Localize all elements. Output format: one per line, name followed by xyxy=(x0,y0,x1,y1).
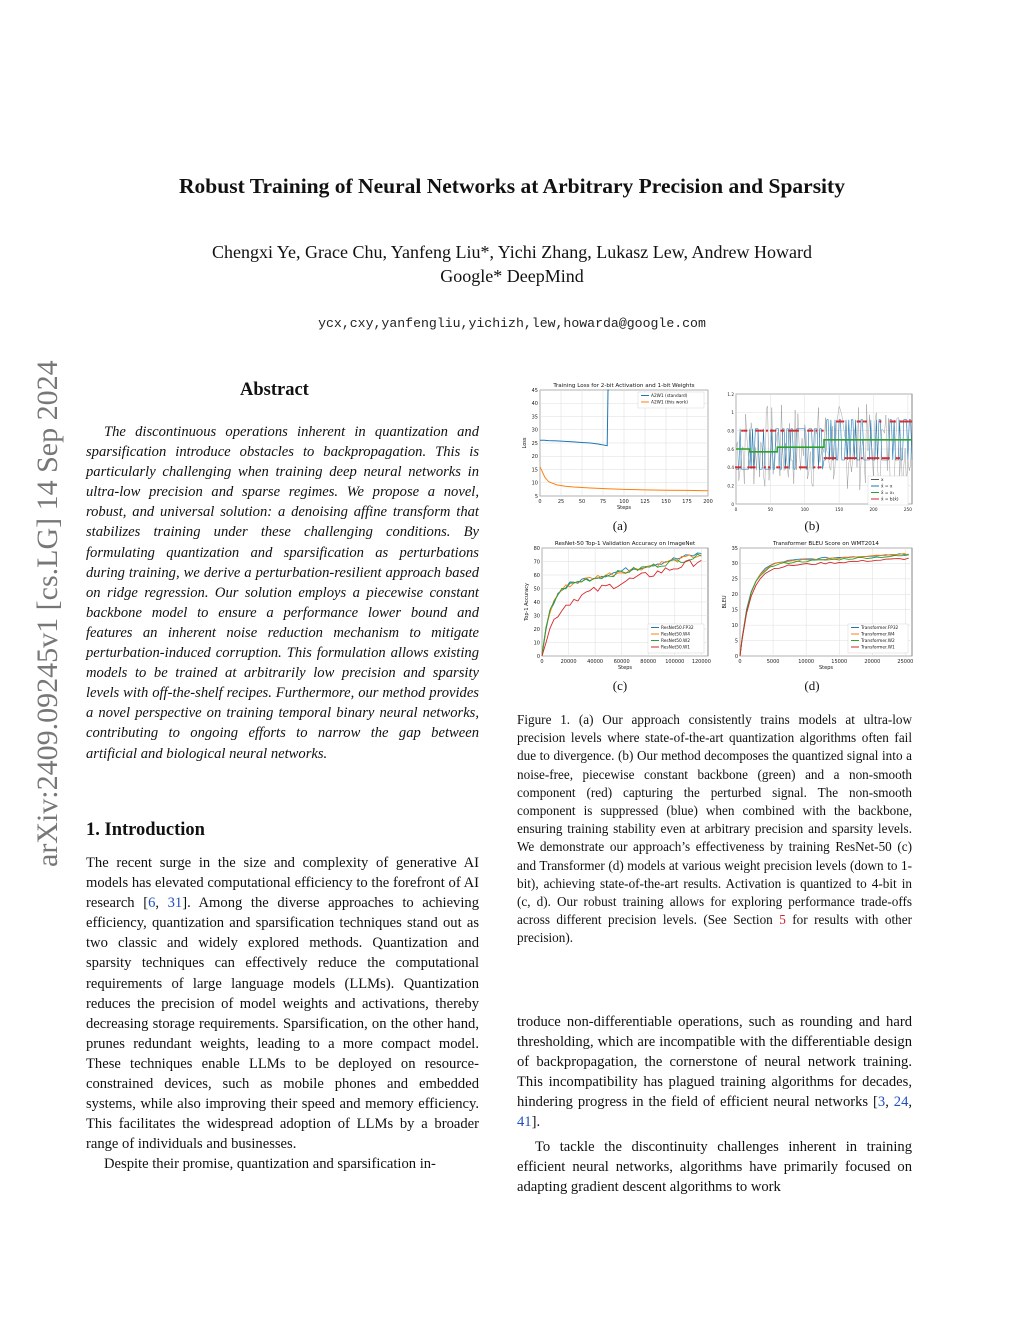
x-tick-label: 75 xyxy=(599,499,607,505)
x-tick-label: 200 xyxy=(869,507,878,512)
y-tick-label: 15 xyxy=(731,607,738,614)
series-marker-red xyxy=(811,430,813,432)
series-marker-red xyxy=(910,421,912,423)
x-tick-label: 15000 xyxy=(831,659,848,665)
x-tick-label: 175 xyxy=(682,499,692,505)
series-marker-red xyxy=(908,421,910,423)
series-marker-red xyxy=(851,457,853,459)
series-marker-red xyxy=(844,457,846,459)
y-tick-label: 35 xyxy=(531,414,538,421)
series-marker-red xyxy=(894,421,896,423)
x-tick-label: 5000 xyxy=(766,659,780,665)
series-marker-red xyxy=(861,457,863,459)
series-marker-red xyxy=(749,466,751,468)
x-tick-label: 10000 xyxy=(798,659,815,665)
x-tick-label: 100 xyxy=(619,499,629,505)
y-tick-label: 20 xyxy=(531,454,538,461)
legend-entry: A2W1 (standard) xyxy=(651,394,688,399)
series-marker-red xyxy=(791,430,793,432)
legend-entry: Transformer.W4 xyxy=(861,632,895,638)
chart-training-loss xyxy=(520,380,715,513)
intro-p1-text-a: The recent surge in the size and complexity of generative AI models has elevated computational efficiency to the forefront of AI research [ xyxy=(86,855,479,912)
series-marker-red xyxy=(785,466,787,468)
series-marker-red xyxy=(739,466,741,468)
y-tick-label: 10 xyxy=(531,480,538,487)
series-marker-red xyxy=(834,457,836,459)
x-tick-label: 0 xyxy=(538,499,542,505)
figure-1-caption xyxy=(517,711,912,948)
series-marker-red xyxy=(789,430,791,432)
abstract-body xyxy=(86,422,479,764)
legend-entry: Transformer.FP32 xyxy=(861,626,899,631)
legend-entry: ResNet50.FP32 xyxy=(661,626,694,631)
series-marker-red xyxy=(826,457,828,459)
series-marker-red xyxy=(801,466,803,468)
y-tick-label: 0.8 xyxy=(727,428,734,434)
y-tick-label: 40 xyxy=(533,599,540,606)
series-marker-red xyxy=(815,430,817,432)
y-tick-label: 30 xyxy=(731,561,738,568)
x-axis-label: Steps xyxy=(819,665,833,671)
series-marker-red xyxy=(762,430,764,432)
series-marker-red xyxy=(770,430,772,432)
y-axis-label: Loss xyxy=(522,437,528,449)
y-tick-label: 0 xyxy=(731,501,734,507)
series-marker-red xyxy=(896,457,898,459)
series-marker-red xyxy=(824,457,826,459)
series-marker-red xyxy=(741,430,743,432)
x-tick-label: 25 xyxy=(557,499,565,505)
citation-separator: , xyxy=(908,1094,913,1111)
series-marker-red xyxy=(774,430,776,432)
series-marker-red xyxy=(737,466,739,468)
legend-entry: Transformer.W2 xyxy=(861,639,895,644)
series-marker-red xyxy=(768,466,770,468)
series-marker-red xyxy=(890,421,892,423)
series-marker-red xyxy=(756,430,758,432)
legend-entry: x̂ = x₁ xyxy=(881,491,895,496)
y-tick-label: 25 xyxy=(531,440,538,447)
series-marker-red xyxy=(772,430,774,432)
x-tick-label: 25000 xyxy=(897,659,914,665)
section-heading-introduction: 1. Introduction xyxy=(86,820,205,840)
series-marker-red xyxy=(822,430,824,432)
x-tick-label: 250 xyxy=(903,507,912,512)
y-axis-label: Top-1 Accuracy xyxy=(524,583,530,621)
series-marker-red xyxy=(867,457,869,459)
x-tick-label: 120000 xyxy=(691,659,711,665)
subfigure-label-a: (a) xyxy=(612,518,628,533)
series-marker-red xyxy=(809,430,811,432)
series-marker-red xyxy=(799,466,801,468)
y-tick-label: 30 xyxy=(531,427,538,434)
subfigure-label-c: (c) xyxy=(612,678,628,693)
y-tick-label: 20 xyxy=(731,592,738,599)
subfigure-label-d: (d) xyxy=(804,678,820,693)
y-tick-label: 10 xyxy=(533,640,540,647)
series-marker-red xyxy=(859,421,861,423)
series-marker-red xyxy=(902,421,904,423)
y-tick-label: 20 xyxy=(533,626,540,633)
y-tick-label: 0.2 xyxy=(727,483,734,489)
intro-paragraph-1 xyxy=(86,853,479,1154)
y-tick-label: 60 xyxy=(533,572,540,579)
y-tick-label: 1 xyxy=(731,410,734,416)
abstract-text: The discontinuous operations inherent in quantization and sparsification introduce obstacles to backpropagation. This is particularly challenging when training deep neural networks in ultra-low precision and sparse regimes. We propose a novel, robust, and universal solution: a denoising affine transform that stabilizes training under these challenging conditions. By formulating quantization and sparsification as perturbations during training, we derive a perturbation-resilient approach based on ridge regression. Our solution employs a piecewise constant backbone model to ensure a performance lower bound and features an inherent noise reduction mechanism to mitigate perturbation-induced corruption. This formulation allows existing models to be trained at arbitrarily low precision and sparsity levels with off-the-shelf recipes. Furthermore, our method provides a novel perspective on training temporal binary neural networks, contributing to ongoing efforts to narrow the gap between artificial and biological neural networks. xyxy=(86,424,479,762)
chart-transformer-bleu xyxy=(718,538,918,673)
intro-paragraph-3 xyxy=(517,1012,912,1133)
x-tick-label: 80000 xyxy=(640,659,657,665)
series-marker-red xyxy=(813,466,815,468)
x-tick-label: 150 xyxy=(661,499,671,505)
subfigure-label-b: (b) xyxy=(804,518,820,533)
series-marker-red xyxy=(745,430,747,432)
x-tick-label: 40000 xyxy=(587,659,604,665)
series-marker-red xyxy=(873,457,875,459)
intro-paragraph-2: Despite their promise, quantization and sparsification in- xyxy=(104,1156,436,1173)
figure-1 xyxy=(520,380,920,710)
legend-entry: A2W1 (this work) xyxy=(651,400,688,406)
series-marker-red xyxy=(795,430,797,432)
series-marker-red xyxy=(754,466,756,468)
intro-left-column xyxy=(86,853,479,1175)
y-tick-label: 1.2 xyxy=(727,391,734,397)
citation-separator: , xyxy=(155,895,168,912)
x-tick-label: 100000 xyxy=(665,659,685,665)
series-marker-red xyxy=(842,421,844,423)
series-marker-red xyxy=(776,466,778,468)
series-marker-red xyxy=(743,430,745,432)
y-tick-label: 0.6 xyxy=(727,446,734,452)
series-marker-red xyxy=(886,457,888,459)
x-axis-label: Steps xyxy=(618,665,632,671)
series-marker-red xyxy=(747,466,749,468)
x-tick-label: 50 xyxy=(578,499,586,505)
series-marker-red xyxy=(848,457,850,459)
series-marker-red xyxy=(884,457,886,459)
y-tick-label: 70 xyxy=(533,559,540,566)
series-marker-red xyxy=(838,421,840,423)
y-tick-label: 30 xyxy=(533,613,540,620)
series-marker-red xyxy=(758,430,760,432)
y-tick-label: 40 xyxy=(531,401,538,408)
series-marker-red xyxy=(803,466,805,468)
series-marker-red xyxy=(892,421,894,423)
y-tick-label: 50 xyxy=(533,586,540,593)
series-marker-red xyxy=(830,457,832,459)
series-marker-red xyxy=(888,457,890,459)
series-marker-red xyxy=(818,466,820,468)
y-tick-label: 0 xyxy=(536,653,540,660)
caption-text-b: for results with other precision). xyxy=(517,912,912,946)
chart-title: Transformer BLEU Score on WMT2014 xyxy=(773,541,879,547)
y-tick-label: 10 xyxy=(731,622,738,629)
series-marker-red xyxy=(836,421,838,423)
citation-link-6[interactable]: 6 xyxy=(148,895,156,912)
series-marker-red xyxy=(863,421,865,423)
abstract-heading: Abstract xyxy=(240,380,309,400)
y-tick-label: 0 xyxy=(734,653,738,660)
chart-title: Training Loss for 2-bit Activation and 1-bit Weights xyxy=(553,383,695,389)
y-tick-label: 5 xyxy=(734,638,738,645)
legend-entry: x̂ = x xyxy=(881,484,893,490)
x-tick-label: 200 xyxy=(703,499,713,505)
x-tick-label: 20000 xyxy=(560,659,577,665)
y-tick-label: 25 xyxy=(731,576,738,583)
series-marker-red xyxy=(764,466,766,468)
series-marker-red xyxy=(875,457,877,459)
y-tick-label: 0.4 xyxy=(727,465,734,471)
y-tick-label: 15 xyxy=(531,467,538,474)
series-marker-red xyxy=(766,430,768,432)
citation-link-41[interactable]: 41 xyxy=(517,1114,532,1131)
series-marker-red xyxy=(853,457,855,459)
series-marker-red xyxy=(877,457,879,459)
x-tick-label: 50 xyxy=(767,507,774,512)
series-marker-red xyxy=(879,421,881,423)
series-marker-red xyxy=(900,421,902,423)
series-marker-red xyxy=(787,466,789,468)
series-marker-red xyxy=(906,421,908,423)
intro-p1-text-b: ]. Among the diverse approaches to achieving efficiency, quantization and sparsification techniques stand out as two classic and widely explored methods. Quantization and sparsity techniques can effectively reduce the computational requirements of large language models (LLMs). Quantization reduces the precision of model weights and activations, thereby decreasing storage requirements. Sparsification, on the other hand, prunes redundant weights, leading to a more compact model. These techniques enable LLMs to be deployed on resource-constrained devices, such as mobile phones and embedded systems, while also improving their speed and memory efficiency. This facilitates the widespread adoption of LLMs by a broader range of individuals and businesses. xyxy=(86,895,479,1153)
legend-entry: ResNet50.W2 xyxy=(661,639,691,644)
intro-paragraph-4: To tackle the discontinuity challenges inherent in training efficient neural networks, algorithms have primarily focused on adapting gradient descent algorithms to work xyxy=(517,1138,912,1195)
series-marker-red xyxy=(793,430,795,432)
y-tick-label: 80 xyxy=(533,545,540,552)
chart-title: ResNet-50 Top-1 Validation Accuracy on ImageNet xyxy=(554,541,696,547)
series-marker-red xyxy=(828,457,830,459)
series-marker-red xyxy=(807,430,809,432)
legend-entry: ResNet50.W1 xyxy=(661,645,691,651)
paper-title: Robust Training of Neural Networks at Arbitrary Precision and Sparsity xyxy=(179,174,845,198)
series-marker-red xyxy=(904,421,906,423)
series-marker-red xyxy=(869,457,871,459)
y-axis-label: BLEU xyxy=(722,595,728,609)
citation-link-31[interactable]: 31 xyxy=(167,895,183,912)
citation-link-24[interactable]: 24 xyxy=(893,1094,909,1111)
x-axis-label: Steps xyxy=(617,505,631,511)
author-emails: ycx,cxy,yanfengliu,yichizh,lew,howarda@google.com xyxy=(318,316,706,331)
y-tick-label: 5 xyxy=(534,493,538,500)
x-tick-label: 0 xyxy=(738,659,742,665)
series-marker-red xyxy=(820,466,822,468)
series-marker-red xyxy=(752,466,754,468)
author-block xyxy=(0,240,1024,288)
series-marker-red xyxy=(780,430,782,432)
series-marker-red xyxy=(760,430,762,432)
citation-link-3[interactable]: 3 xyxy=(877,1094,886,1111)
chart-resnet50-accuracy xyxy=(520,538,715,673)
intro-r1-text-a: troduce non-differentiable operations, such as rounding and hard thresholding, which are incompatible with the differentiable design of backpropagation, the cornerstone of neural network training. This incompatibility has plagued training algorithms for decades, hindering progress in the field of efficient neural networks [ xyxy=(517,1014,912,1111)
legend-entry: ResNet50.W4 xyxy=(661,632,691,638)
legend-entry: x xyxy=(881,478,884,483)
authors-affiliation: Google* DeepMind xyxy=(440,266,584,286)
legend-entry: Transformer.W1 xyxy=(861,645,895,651)
series-marker-red xyxy=(865,421,867,423)
series-marker-red xyxy=(855,457,857,459)
series-marker-red xyxy=(832,457,834,459)
series-marker-red xyxy=(735,466,737,468)
series-marker-red xyxy=(857,421,859,423)
x-tick-label: 20000 xyxy=(864,659,881,665)
x-tick-label: 60000 xyxy=(613,659,630,665)
series-marker-red xyxy=(881,457,883,459)
y-tick-label: 35 xyxy=(731,545,738,552)
intro-right-column xyxy=(517,1012,912,1197)
caption-text-a: Figure 1. (a) Our approach consistently trains models at ultra-low precision levels where state-of-the-art quantization algorithms often fail due to divergence. (b) Our method decomposes the quantized signal into a noise-free, piecewise constant backbone (green) and a non-smooth component (red) capturing the perturbed signal. The non-smooth component is suppressed (blue) when combined with the backbone, ensuring training stability even at arbitrary precision and sparsity levels. We demonstrate our approach’s effectiveness by training ResNet-50 (c) and Transformer (d) models at various weight precision levels (down to 1-bit), achieving state-of-the-art results. Activation is quantized to 4-bit in (c, d). Our robust training allows for exploring performance trade-offs across different precision levels. (See Section xyxy=(517,712,912,928)
series-marker-red xyxy=(778,466,780,468)
series-marker-red xyxy=(898,457,900,459)
citation-separator: , xyxy=(885,1094,894,1111)
x-tick-label: 0 xyxy=(734,507,738,512)
arxiv-identifier[interactable]: arXiv:2409.09245v1 [cs.LG] 14 Sep 2024 xyxy=(31,360,64,867)
series-marker-red xyxy=(846,457,848,459)
chart-signal-decomposition xyxy=(718,388,918,513)
intro-r1-text-b: ]. xyxy=(531,1114,541,1131)
section-ref-link-5[interactable]: 5 xyxy=(779,912,786,928)
series-marker-red xyxy=(805,466,807,468)
series-marker-red xyxy=(797,430,799,432)
x-tick-label: 100 xyxy=(800,507,809,512)
series-marker-red xyxy=(840,421,842,423)
series-marker-red xyxy=(782,430,784,432)
authors-names: Chengxi Ye, Grace Chu, Yanfeng Liu*, Yichi Zhang, Lukasz Lew, Andrew Howard xyxy=(211,242,813,262)
x-tick-label: 125 xyxy=(640,499,650,505)
x-tick-label: 0 xyxy=(540,659,544,665)
x-tick-label: 150 xyxy=(835,507,844,512)
y-tick-label: 45 xyxy=(531,387,538,394)
series-marker-red xyxy=(871,457,873,459)
legend-entry: x̂ = b(x̂) xyxy=(881,497,899,503)
